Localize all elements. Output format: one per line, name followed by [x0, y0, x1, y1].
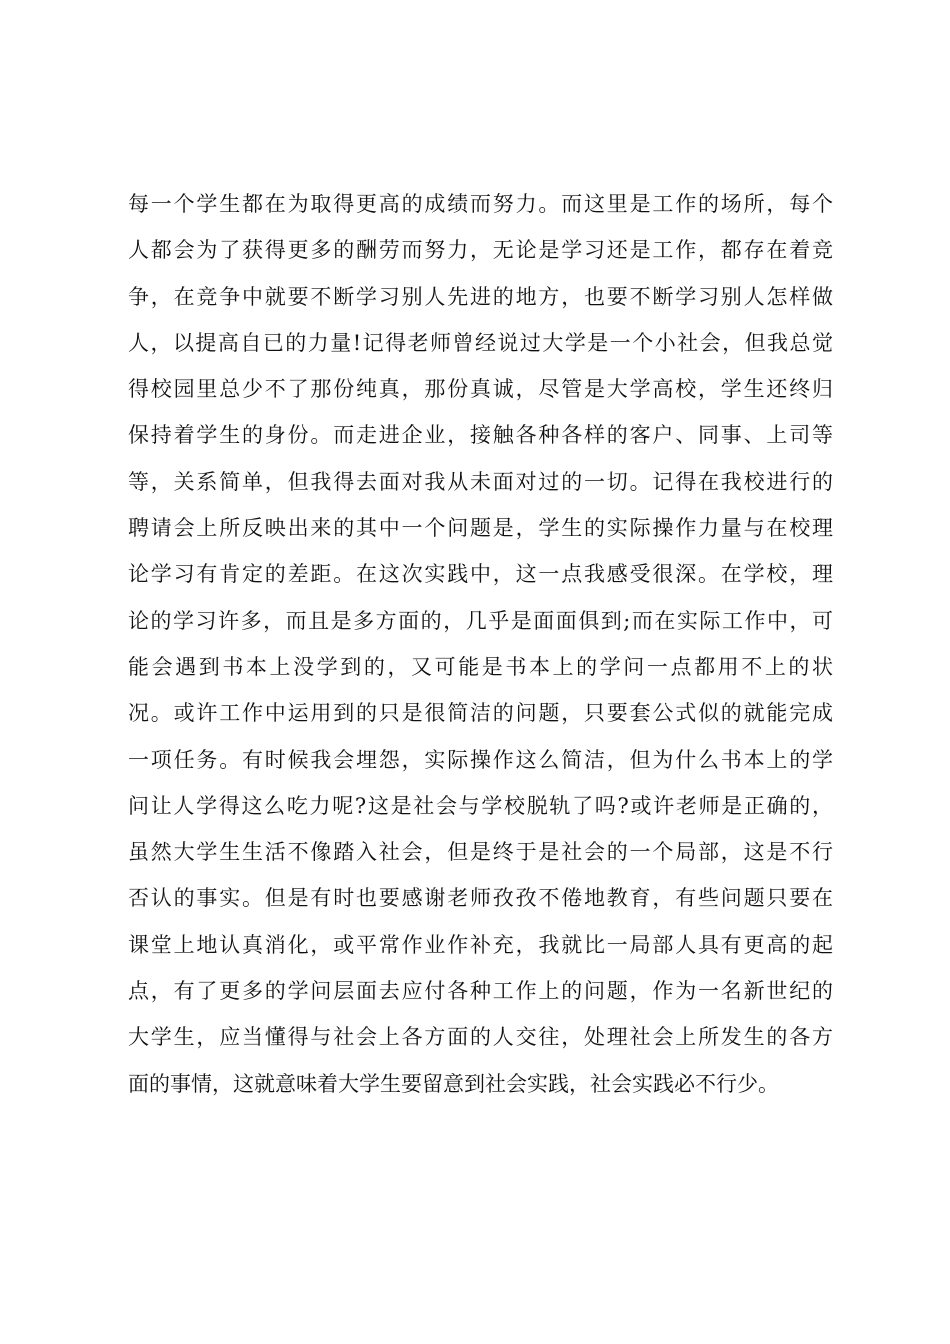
text-line: 况。或许工作中运用到的只是很简洁的问题，只要套公式似的就能完成 — [128, 701, 833, 726]
text-line: 课堂上地认真消化，或平常作业作补充，我就比一局部人具有更高的起 — [128, 932, 833, 957]
text-line: 人都会为了获得更多的酬劳而努力，无论是学习还是工作，都存在着竞 — [128, 238, 833, 263]
body-paragraph — [128, 181, 833, 1107]
text-line: 得校园里总少不了那份纯真，那份真诚，尽管是大学高校，学生还终归 — [128, 377, 833, 402]
text-line: 问让人学得这么吃力呢?这是社会与学校脱轨了吗?或许老师是正确的， — [128, 793, 833, 818]
text-line-last: 面的事情，这就意味着大学生要留意到社会实践，社会实践必不行少。 — [128, 1071, 779, 1096]
text-line: 能会遇到书本上没学到的，又可能是书本上的学问一点都用不上的状 — [128, 654, 833, 679]
text-line: 点，有了更多的学问层面去应付各种工作上的问题，作为一名新世纪的 — [128, 979, 833, 1004]
text-line: 虽然大学生生活不像踏入社会，但是终于是社会的一个局部，这是不行 — [128, 840, 833, 865]
text-line: 聘请会上所反映出来的其中一个问题是，学生的实际操作力量与在校理 — [128, 516, 833, 541]
text-line: 论学习有肯定的差距。在这次实践中，这一点我感受很深。在学校，理 — [128, 562, 833, 587]
text-line: 否认的事实。但是有时也要感谢老师孜孜不倦地教育，有些问题只要在 — [128, 886, 833, 911]
text-line: 大学生，应当懂得与社会上各方面的人交往，处理社会上所发生的各方 — [128, 1025, 833, 1050]
text-line: 保持着学生的身份。而走进企业，接触各种各样的客户、同事、上司等 — [128, 423, 833, 448]
text-line: 争，在竞争中就要不断学习别人先进的地方，也要不断学习别人怎样做 — [128, 284, 833, 309]
text-line: 人，以提高自已的力量!记得老师曾经说过大学是一个小社会，但我总觉 — [128, 330, 833, 355]
text-line: 每一个学生都在为取得更高的成绩而努力。而这里是工作的场所，每个 — [128, 192, 833, 216]
text-line: 论的学习许多，而且是多方面的，几乎是面面俱到;而在实际工作中，可 — [128, 608, 833, 633]
text-line: 等，关系简单，但我得去面对我从未面对过的一切。记得在我校进行的 — [128, 469, 833, 494]
text-line: 一项任务。有时候我会埋怨，实际操作这么简洁，但为什么书本上的学 — [128, 747, 833, 772]
